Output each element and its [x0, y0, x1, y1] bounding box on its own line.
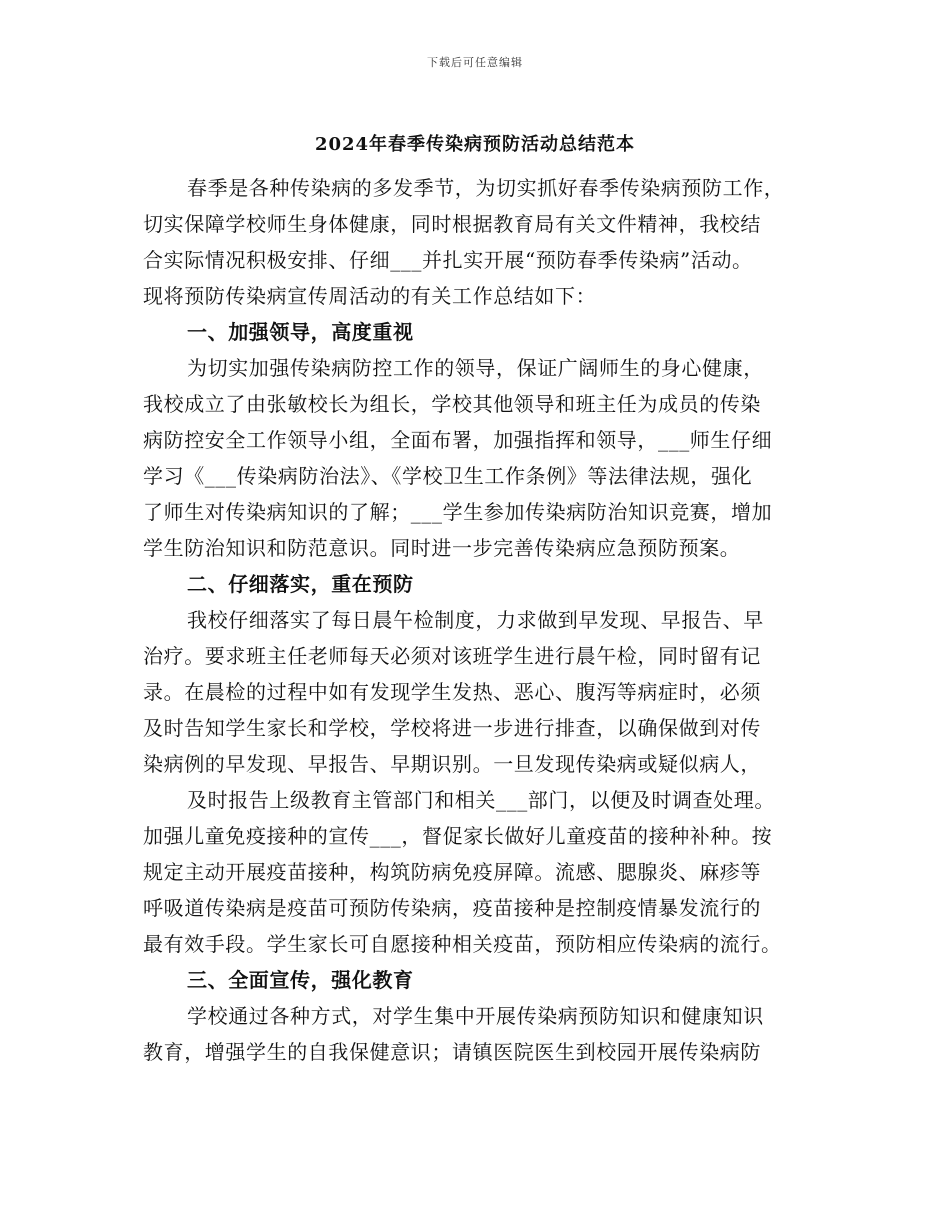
paragraph-line: 春季是各种传染病的多发季节，为切实抓好春季传染病预防工作， [187, 176, 785, 200]
section-heading-1: 一、加强领导，高度重视 [187, 320, 414, 344]
paragraph-line: 及时告知学生家长和学校，学校将进一步进行排查，以确保做到对传 [143, 716, 761, 740]
paragraph-line: 切实保障学校师生身体健康，同时根据教育局有关文件精神，我校结 [143, 212, 761, 236]
paragraph-line: 及时报告上级教育主管部门和相关___部门，以便及时调查处理。 [187, 788, 775, 812]
paragraph-line: 加强儿童免疫接种的宣传___，督促家长做好儿童疫苗的接种补种。按 [143, 824, 773, 848]
section-heading-2: 二、仔细落实，重在预防 [187, 572, 414, 596]
paragraph-line: 为切实加强传染病防控工作的领导，保证广阔师生的身心健康， [187, 356, 764, 380]
section-heading-3: 三、全面宣传，强化教育 [187, 968, 414, 992]
paragraph-line: 合实际情况积极安排、仔细___并扎实开展“预防春季传染病”活动。 [143, 248, 753, 272]
paragraph-line: 病防控安全工作领导小组，全面布署，加强指挥和领导，___师生仔细 [143, 428, 773, 452]
paragraph-line: 录。在晨检的过程中如有发现学生发热、恶心、腹泻等病症时，必须 [143, 680, 761, 704]
paragraph-line: 学校通过各种方式，对学生集中开展传染病预防知识和健康知识 [187, 1004, 764, 1028]
paragraph-line: 学生防治知识和防范意识。同时进一步完善传染病应急预防预案。 [143, 536, 741, 560]
paragraph-line: 现将预防传染病宣传周活动的有关工作总结如下： [143, 284, 597, 308]
document-title: 2024年春季传染病预防活动总结范本 [314, 134, 636, 155]
paragraph-line: 呼吸道传染病是疫苗可预防传染病，疫苗接种是控制疫情暴发流行的 [143, 896, 761, 920]
paragraph-line: 最有效手段。学生家长可自愿接种相关疫苗，预防相应传染病的流行。 [143, 932, 782, 956]
paragraph-line: 治疗。要求班主任老师每天必须对该班学生进行晨午检，同时留有记 [143, 644, 761, 668]
paragraph-line: 我校成立了由张敏校长为组长，学校其他领导和班主任为成员的传染 [143, 392, 761, 416]
paragraph-line: 染病例的早发现、早报告、早期识别。一旦发现传染病或疑似病人， [143, 752, 761, 776]
paragraph-line: 教育，增强学生的自我保健意识；请镇医院医生到校园开展传染病防 [143, 1040, 761, 1064]
document-body [143, 170, 811, 1070]
paragraph-line: 我校仔细落实了每日晨午检制度，力求做到早发现、早报告、早 [187, 608, 764, 632]
paragraph-line: 规定主动开展疫苗接种，构筑防病免疫屏障。流感、腮腺炎、麻疹等 [143, 860, 761, 884]
page-header-note: 下载后可任意编辑 [427, 56, 523, 69]
paragraph-line: 了师生对传染病知识的了解；___学生参加传染病防治知识竞赛，增加 [143, 500, 773, 524]
paragraph-line: 学习《___传染病防治法》、《学校卫生工作条例》等法律法规，强化 [143, 464, 753, 488]
